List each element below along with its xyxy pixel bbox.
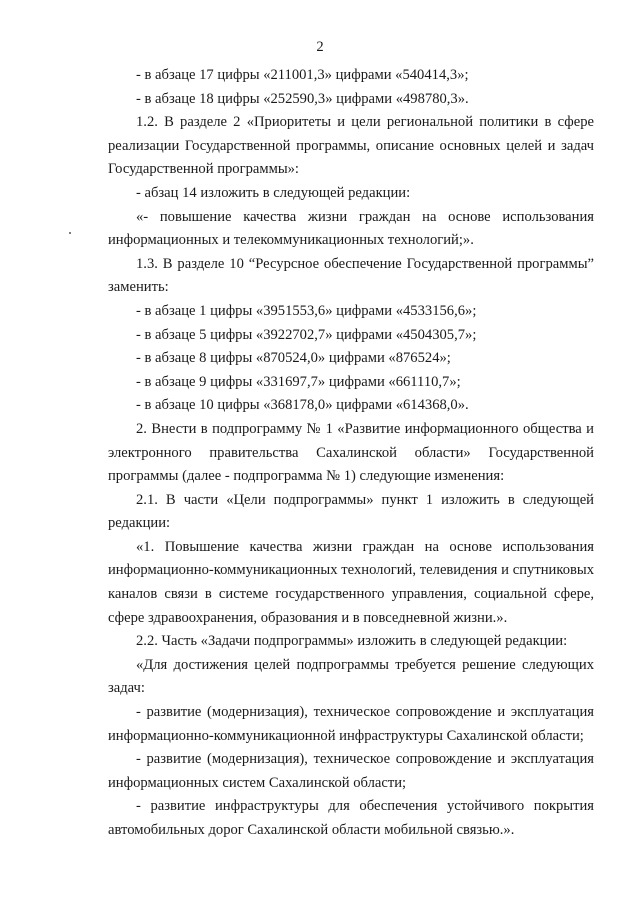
paragraph: - в абзаце 10 цифры «368178,0» цифрами «614368,0». bbox=[136, 397, 469, 414]
paragraph: «- повышение качества жизни граждан на основе использования информационных и телекоммуникационных технологий;». bbox=[108, 208, 594, 249]
paragraph: 2. Внести в подпрограмму № 1 «Развитие информационного общества и электронного правительства Сахалинской области» Государственной программы (далее - подпрограмма № 1) следующие изменения: bbox=[108, 420, 594, 485]
page-number: 2 bbox=[316, 39, 324, 55]
paragraph: - развитие инфраструктуры для обеспечения устойчивого покрытия автомобильных дорог Сахалинской области мобильной связью.». bbox=[108, 798, 594, 838]
paragraph: 1.2. В разделе 2 «Приоритеты и цели региональной политики в сфере реализации Государственной программы, описание основных целей и задач Государственной программы»: bbox=[108, 114, 594, 178]
paragraph: 2.2. Часть «Задачи подпрограммы» изложить в следующей редакции: bbox=[136, 633, 568, 650]
paragraph: - в абзаце 9 цифры «331697,7» цифрами «661110,7»; bbox=[136, 373, 461, 390]
paragraph: - в абзаце 17 цифры «211001,3» цифрами «540414,3»; bbox=[136, 67, 469, 83]
paragraph: - в абзаце 1 цифры «3951553,6» цифрами «4533156,6»; bbox=[136, 302, 477, 319]
paragraph: - в абзаце 5 цифры «3922702,7» цифрами «4504305,7»; bbox=[136, 326, 477, 343]
paragraph: «1. Повышение качества жизни граждан на основе использования информационно-коммуникационных технологий, телевидения и спутниковых каналов связи в системе государственного управления, социальной сфере, сфере здравоохранения, образования и в повседневной жизни.». bbox=[108, 538, 594, 626]
paragraph: - в абзаце 8 цифры «870524,0» цифрами «876524»; bbox=[136, 350, 451, 367]
paragraph: 2.1. В части «Цели подпрограммы» пункт 1 изложить в следующей редакции: bbox=[108, 491, 594, 532]
document-body bbox=[108, 64, 594, 843]
paragraph: - развитие (модернизация), техническое сопровождение и эксплуатация информационно-коммуникационной инфраструктуры Сахалинской области; bbox=[108, 704, 594, 744]
paragraph: 1.3. В разделе 10 “Ресурсное обеспечение Государственной программы” заменить: bbox=[108, 255, 594, 296]
paragraph: - абзац 14 изложить в следующей редакции: bbox=[136, 184, 411, 201]
paragraph: - в абзаце 18 цифры «252590,3» цифрами «498780,3». bbox=[136, 90, 469, 107]
scan-speck bbox=[69, 232, 71, 234]
paragraph: - развитие (модернизация), техническое сопровождение и эксплуатация информационных систем Сахалинской области; bbox=[108, 751, 594, 791]
paragraph: «Для достижения целей подпрограммы требуется решение следующих задач: bbox=[108, 656, 594, 697]
